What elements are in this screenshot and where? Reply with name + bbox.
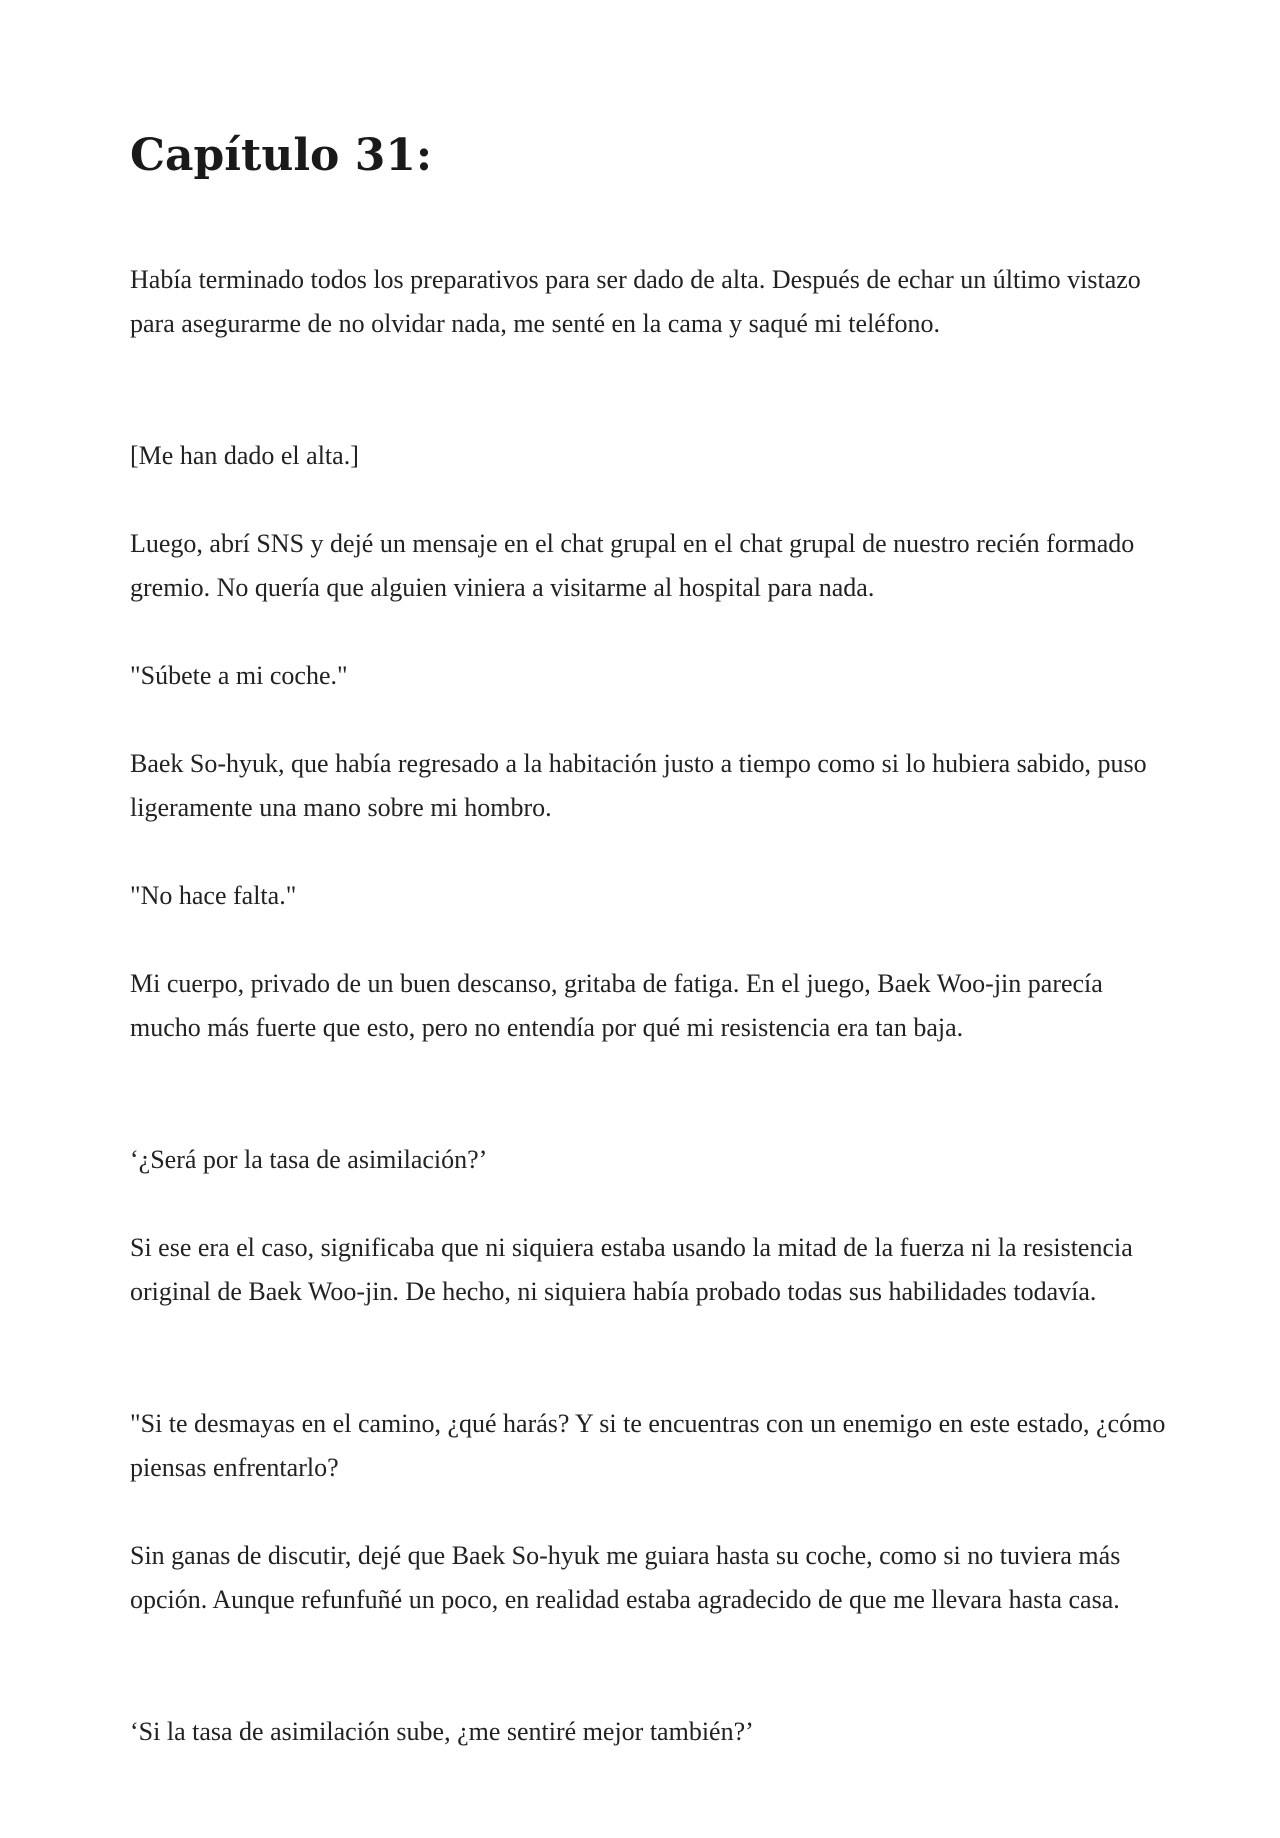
paragraph: [Me han dado el alta.] [130,441,359,470]
paragraph: Mi cuerpo, privado de un buen descanso, gritaba de fatiga. En el juego, Baek Woo-jin parecía mucho más fuerte que esto, pero no entendía por qué mi resistencia era tan baja. [130,969,1103,1042]
paragraph: "No hace falta." [130,881,297,910]
paragraph: "Súbete a mi coche." [130,661,348,690]
paragraph: Baek So-hyuk, que había regresado a la habitación justo a tiempo como si lo hubiera sabido, puso ligeramente una mano sobre mi hombro. [130,749,1147,822]
paragraph: Sin ganas de discutir, dejé que Baek So-hyuk me guiara hasta su coche, como si no tuviera más opción. Aunque refunfuñé un poco, en realidad estaba agradecido de que me llevara hasta casa. [130,1541,1121,1614]
paragraph: ‘Si la tasa de asimilación sube, ¿me sentiré mejor también?’ [130,1717,754,1746]
paragraph: ‘¿Será por la tasa de asimilación?’ [130,1145,488,1174]
paragraph: Había terminado todos los preparativos para ser dado de alta. Después de echar un último vistazo para asegurarme de no olvidar nada, me senté en la cama y saqué mi teléfono. [130,265,1141,338]
chapter-title: Capítulo 31: [130,130,433,181]
paragraph: Luego, abrí SNS y dejé un mensaje en el chat grupal en el chat grupal de nuestro recién formado gremio. No quería que alguien viniera a visitarme al hospital para nada. [130,529,1135,602]
paragraph: "Si te desmayas en el camino, ¿qué harás? Y si te encuentras con un enemigo en este estado, ¿cómo piensas enfrentarlo? [130,1409,1166,1482]
paragraph: Si ese era el caso, significaba que ni siquiera estaba usando la mitad de la fuerza ni la resistencia original de Baek Woo-jin. De hecho, ni siquiera había probado todas sus habilidades todavía. [130,1233,1133,1306]
